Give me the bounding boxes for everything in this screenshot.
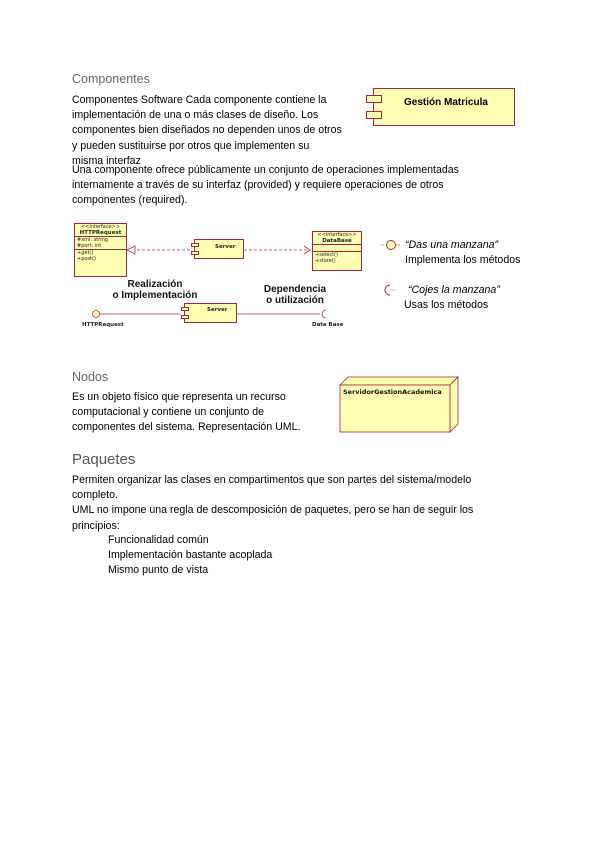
text-line: principios: [72, 519, 120, 532]
node-label: ServidorGestionAcademica [343, 388, 442, 396]
text-line: componentes bien diseñados no dependen unos de otros [72, 124, 342, 137]
dependency-caption [250, 284, 340, 306]
component-box-label: Gestión Matricula [404, 97, 488, 108]
component-port [191, 251, 199, 255]
interface-operations [75, 249, 126, 262]
text-line: computacional y contiene un conjunto de [72, 406, 264, 419]
component-server-bottom [184, 303, 237, 323]
caption-line: o Implementación [112, 290, 198, 301]
required-quote: “Cojes la manzana” [408, 284, 500, 296]
interface-operation: +get() [77, 250, 94, 256]
components-paragraph-2 [72, 163, 532, 209]
text-line: Es un objeto físico que representa un recurso [72, 391, 286, 403]
list-item: Implementación bastante acoplada [108, 549, 273, 562]
interface-name: HTTPRequest [79, 230, 122, 236]
interface-class-httprequest [74, 223, 127, 277]
text-line: componentes del sistema. Representación UML. [72, 421, 301, 434]
component-port [191, 243, 199, 247]
interface-class-database [312, 231, 362, 271]
provided-quote: “Das una manzana” [405, 239, 499, 251]
db-operations [313, 251, 361, 264]
component-port-top [366, 95, 382, 103]
db-operation: +store() [315, 258, 336, 264]
node-3d-shape [338, 376, 460, 434]
component-port [181, 307, 189, 311]
list-item: Funcionalidad común [108, 534, 209, 546]
nodes-paragraph [72, 390, 332, 436]
interface-operation: +post() [77, 256, 96, 262]
provided-interface-icon [380, 238, 402, 252]
database-label: Data Base [312, 322, 344, 328]
packages-paragraph [72, 473, 532, 534]
component-server [194, 239, 244, 259]
text-line: Componentes Software Cada componente contiene la [72, 94, 327, 106]
realization-caption [100, 279, 210, 301]
nodes-heading: Nodos [72, 370, 109, 384]
packages-heading: Paquetes [72, 451, 136, 468]
text-line: completo. [72, 489, 118, 502]
list-item: Mismo punto de vista [108, 564, 209, 577]
component-server-label: Server [215, 244, 236, 250]
text-line: Permiten organizar las clases en compartimentos que son partes del sistema/modelo [72, 474, 472, 486]
component-server-bottom-label: Server [207, 307, 228, 313]
required-text: Usas los métodos [404, 299, 489, 311]
interface-stereotype: <<interface>> [80, 224, 121, 230]
required-interface-icon [380, 283, 402, 297]
httprequest-label: HTTPRequest [82, 322, 124, 328]
principles-list [108, 533, 408, 579]
uml-component-diagram [72, 220, 392, 335]
component-box-gestion-matricula [373, 88, 515, 126]
text-line: internamente a través de su interfaz (provided) y requiere operaciones de otros [72, 179, 444, 192]
db-stereotype: <<interface>> [317, 232, 357, 238]
text-line: Una componente ofrece públicamente un conjunto de operaciones implementadas [72, 164, 459, 176]
components-heading: Componentes [72, 72, 150, 86]
caption-line: Dependencia [263, 284, 327, 295]
components-paragraph-1 [72, 93, 362, 169]
interface-attribute: #port: int [77, 243, 102, 249]
interface-attribute: #xml: string [77, 237, 109, 243]
caption-line: Realización [127, 279, 183, 290]
node-box [338, 376, 460, 434]
text-line: misma interfaz [72, 154, 141, 167]
caption-line: o utilización [266, 295, 324, 306]
text-line: UML no impone una regla de descomposición de paquetes, pero se han de seguir los [72, 504, 474, 517]
text-line: y pueden sustituirse por otros que implementen su [72, 139, 310, 152]
component-port [181, 315, 189, 319]
db-name: DataBase [322, 238, 352, 244]
db-attributes [313, 244, 361, 251]
provided-text: Implementa los métodos [405, 254, 521, 266]
text-line: componentes (required). [72, 194, 188, 207]
interface-attributes [75, 236, 126, 249]
text-line: implementación de una o más clases de diseño. Los [72, 109, 319, 122]
db-operation: +select() [315, 252, 338, 258]
component-port-bottom [366, 111, 382, 119]
